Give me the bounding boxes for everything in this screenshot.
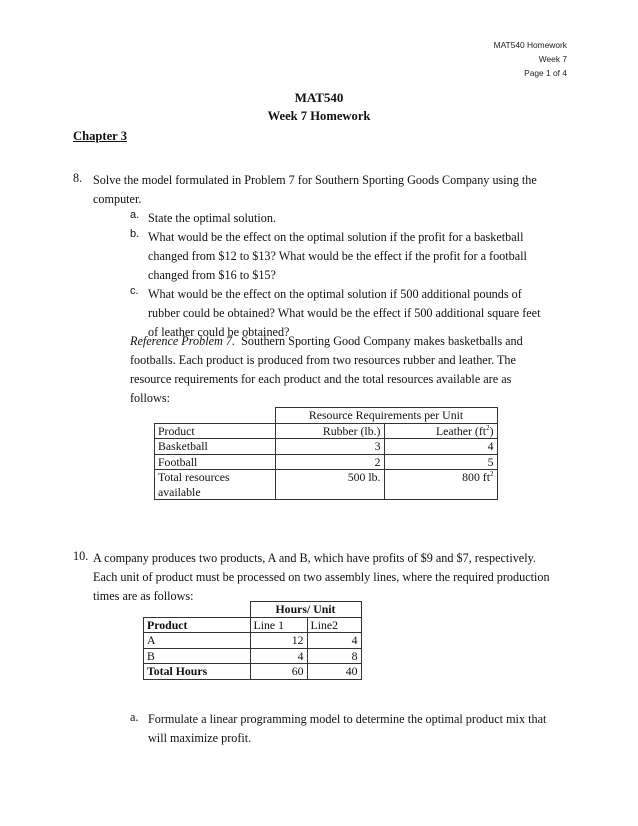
item-line: State the optimal solution. [148, 211, 276, 225]
question-10-number: 10. [73, 549, 89, 563]
col-header-leather-close: ) [489, 423, 494, 438]
document-title: MAT540 [294, 90, 344, 105]
item-c-label: c. [130, 285, 139, 297]
item-a-label: a. [130, 710, 139, 724]
question-8-line: computer. [93, 192, 142, 206]
table-row [144, 633, 362, 649]
group-header-resources: Resource Requirements per Unit [275, 408, 497, 424]
question-8-text [93, 171, 537, 209]
item-b-label: b. [130, 228, 140, 240]
reference-first-line: Southern Sporting Good Company makes basketballs and [235, 334, 523, 348]
col-header-line2: Line2 [307, 617, 361, 633]
col-header-product: Product [144, 617, 251, 633]
cell-total-line1: 60 [250, 664, 307, 680]
question-10-item-a-text [148, 710, 546, 748]
cell-rubber: 2 [275, 454, 384, 470]
item-line: will maximize profit. [148, 731, 252, 745]
item-line: What would be the effect on the optimal solution if 500 additional pounds of [148, 287, 522, 301]
total-label-line: available [158, 484, 201, 499]
question-10-line: Each unit of product must be processed on two assembly lines, where the required production [93, 570, 550, 584]
cell-product: A [144, 633, 251, 649]
cell-line2: 4 [307, 633, 361, 649]
question-10-line: times are as follows: [93, 589, 194, 603]
reference-line: resource requirements for each product and the total resources available are as [130, 372, 512, 386]
reference-label: Reference Problem 7. [130, 334, 236, 348]
header-week: Week 7 [538, 54, 567, 64]
table-row [155, 408, 498, 424]
cell-line1: 12 [250, 633, 307, 649]
reference-line: follows: [130, 391, 170, 405]
cell-line2: 8 [307, 648, 361, 664]
table-row [144, 664, 362, 680]
table-row [144, 617, 362, 633]
table-row [155, 423, 498, 439]
table-row [155, 470, 498, 500]
item-line: What would be the effect on the optimal solution if the profit for a basketball [148, 230, 524, 244]
reference-line [130, 332, 523, 351]
resource-requirements-table [154, 407, 498, 500]
reference-problem-text [130, 332, 523, 408]
table-row [144, 648, 362, 664]
col-header-rubber: Rubber (lb.) [275, 423, 384, 439]
item-a-text [148, 209, 276, 228]
question-8-number: 8. [73, 171, 83, 185]
cell-total-label: Total Hours [144, 664, 251, 680]
cell-total-line2: 40 [307, 664, 361, 680]
cell-line1: 4 [250, 648, 307, 664]
total-leather-text: 800 ft [462, 470, 490, 484]
item-line: changed from $12 to $13? What would be the effect if the profit for a football [148, 249, 527, 263]
group-header-hours: Hours/ Unit [250, 602, 361, 618]
chapter-heading: Chapter 3 [73, 129, 127, 143]
reference-line: footballs. Each product is produced from two resources rubber and leather. The [130, 353, 516, 367]
question-10-text [93, 549, 550, 606]
col-header-product: Product [155, 423, 276, 439]
cell-product: Basketball [155, 439, 276, 455]
table-row [144, 602, 362, 618]
question-10-line: A company produces two products, A and B, which have profits of $9 and $7, respectively. [93, 551, 536, 565]
cell-total-label [155, 470, 276, 500]
hours-per-unit-table [143, 601, 362, 680]
header-course: MAT540 Homework [493, 40, 567, 50]
table-cell-empty [155, 408, 276, 424]
cell-total-leather [384, 470, 497, 500]
col-header-leather-sup: 2 [486, 423, 490, 432]
question-8-line: Solve the model formulated in Problem 7 for Southern Sporting Goods Company using the [93, 173, 537, 187]
col-header-leather-text: Leather (ft [435, 423, 487, 438]
item-line: rubber could be obtained? What would be the effect if 500 additional square feet [148, 306, 541, 320]
item-line: of leather could be obtained? [148, 325, 290, 339]
cell-total-rubber: 500 lb. [275, 470, 384, 500]
total-label-line: Total resources [158, 470, 230, 484]
table-cell-empty [144, 602, 251, 618]
cell-leather: 5 [384, 454, 497, 470]
cell-product: B [144, 648, 251, 664]
col-header-line1: Line 1 [250, 617, 307, 633]
item-b-text [148, 228, 527, 285]
page-header [494, 38, 567, 80]
item-a-label: a. [130, 209, 140, 221]
item-line: Formulate a linear programming model to determine the optimal product mix that [148, 712, 547, 726]
col-header-leather [384, 423, 497, 439]
total-leather-sup: 2 [490, 470, 494, 479]
table-row [155, 439, 498, 455]
cell-rubber: 3 [275, 439, 384, 455]
table-row [155, 454, 498, 470]
header-page-number: Page 1 of 4 [524, 68, 567, 78]
document-subtitle: Week 7 Homework [267, 109, 371, 123]
item-line: changed from $16 to $15? [148, 268, 276, 282]
cell-product: Football [155, 454, 276, 470]
cell-leather: 4 [384, 439, 497, 455]
